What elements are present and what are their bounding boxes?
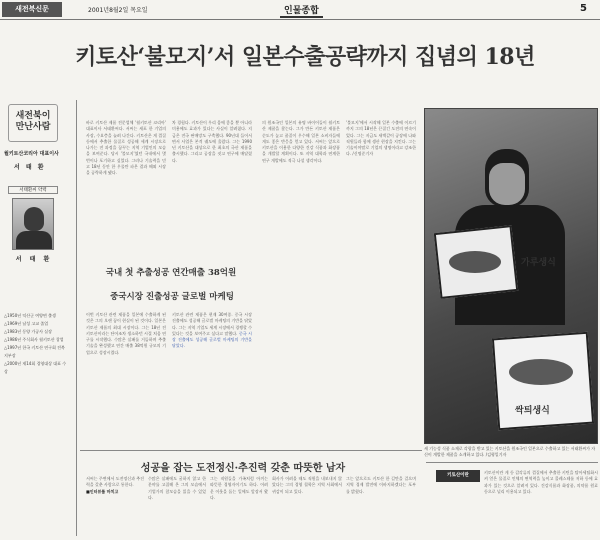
- bottom-headline: 성공을 잡는 도전정신·추진력 갖춘 따뜻한 남자: [140, 463, 346, 474]
- career-item: △1986년 주식회사 월키토산 창업: [4, 337, 64, 342]
- body-column-5: 의 원조국인 일본의 유명 바이어들이 월키토산 제품을 찾는다. 그가 만든 키토산 제품은 순도가 높고 품질이 우수해 일본 소비자들에게도 좋은 반응을 얻고 있다. 서씨는 앞으로 키토산을 이용한 다양한 건강 식품과 화장품을 개발할 계획이다. 또 지역 대학과 연계한 연구 개발에도 적극 나설 생각이다.: [262, 120, 340, 163]
- portrait-photo: [12, 198, 54, 250]
- feature-photo: [424, 108, 598, 444]
- company-title: 월키토산코리아 대표이사: [4, 151, 59, 157]
- product-label-1: 가루생식: [521, 258, 556, 268]
- photo-caption: 새 기능성 식품 소재로 각광을 받고 있는 키토산을 원조국인 일본으로 수출하고 있는 서태환씨가 자신이 개발한 제품을 소개하고 있다. /김형일기자: [424, 446, 596, 457]
- body-text: 키토산 관련 제품은 현재 30여종. 중국 시장 진출에도 성공해 글로벌 마케팅의 기반을 닦았다. 그는 지역 기업도 세계 시장에서 경쟁할 수 있다는 것을 보여주고 싶다고 말했다.: [172, 312, 252, 336]
- career-item: △1969년 남성 고교 졸업: [4, 321, 49, 326]
- profile-tag: 서태환씨 약력: [8, 186, 58, 194]
- career-item: △1997년 한국 키토산 연구회 전북 지부장: [4, 345, 65, 358]
- issue-date: 2001년8월2일 목요일: [88, 7, 148, 14]
- page-number: 5: [580, 3, 587, 14]
- bottom-column-1: [86, 476, 144, 538]
- career-item: △2000년 제14회 경영대상 대표 수상: [4, 361, 67, 374]
- series-logo: 새전북이 만난사람: [8, 104, 58, 142]
- bottom-column-5: 그는 앞으로도 키토산 한 길만을 걸으며 지역 경제 발전에 이바지하겠다는 포부를 밝혔다.: [346, 476, 416, 494]
- section-divider: [80, 450, 422, 451]
- sidebar-divider: [426, 462, 598, 463]
- section-title: 인물종합: [280, 3, 323, 18]
- sidebar-text: 키토산이란 게 등 갑각류의 껍질에서 추출한 키틴을 탈아세틸화시켜 얻은 물질로 인체의 면역력을 높이고 콜레스테롤 저하 등에 효과가 있는 것으로 알려져 있다. 건강식품과 화장품, 의약품 원료 등으로 널리 이용되고 있다.: [484, 470, 598, 494]
- body-column-2: 차 경험다. 키토산이 우리 몸에 좋을 뿐 아니라 미용에도 효과가 있다는 사실이 알려졌다. 지금은 전국 판매망도 구축했다. 90년대 들어서면서 사업은 본격 궤도에 올랐다. 그는 1990년 키토산을 대상으로 한 최초의 국산 제품을 출시했다. 그리고 공장을 짓고 연구에 매달렸다.: [172, 120, 252, 163]
- portrait-caption: 서 태 환: [15, 256, 53, 263]
- body-text: 서씨는 주변에서 도전정신과 추진력을 갖춘 사람으로 통한다.: [86, 476, 144, 488]
- subheadline-1: 국내 첫 추출성공 연간매출 38억원: [105, 268, 237, 278]
- interview-subhead: ■인터뷰를 마치고: [86, 488, 119, 494]
- career-item: △1983년 동양 가공사 실장: [4, 329, 52, 334]
- body-column-3: 이번 키토산 관련 제품을 일본에 수출하게 된 것은 그의 오랜 꿈이 현실이 된 것이다. 일본은 키토산 제품의 최대 시장이다. 그는 18년 전 키토산이라는 단어조차 생소하던 시절 처음 연구를 시작했다. 수많은 실패를 거듭하며 추출 기술을 완성했고 연간 매출 38억원 규모의 기업으로 성장시켰다.: [86, 312, 166, 355]
- bottom-column-2: 수많은 실패에도 굴하지 않고 한 분야를 고집해 온 그의 모습에서 기업가의 참모습을 읽을 수 있었다.: [148, 476, 206, 500]
- headline: 키토산‘불모지’서 일본수출공략까지 집념의 18년: [75, 44, 535, 70]
- career-item: △1950년 익산군 여양면 출생: [4, 313, 56, 318]
- body-column-4: [172, 312, 252, 422]
- body-column-6: '불모지'에서 시작해 일본 수출에 이르기까지 그의 18년은 끈질긴 도전의 연속이었다. 그는 지금도 새벽같이 공장에 나와 직원들과 함께 생산 현장을 지킨다. 그는 기술이야말로 기업의 생명이라고 강조한다. /신명준기자: [346, 120, 416, 157]
- column-divider: [76, 100, 77, 536]
- career-list: [4, 312, 68, 376]
- product-label-2: 싹틔생식: [515, 406, 550, 416]
- subheadline-2: 중국시장 진출성공 글로벌 마케팅: [110, 292, 234, 302]
- body-column-1: 바로 키토산 제품 전문업체 '월키토산 코리아' 대표이사 서태환씨다. 서씨는 새포 한 기업의 사장, 수요층을 늘려 나간다. 키토산은 게 껍질 등에서 추출한 물질로 성공해 세계 시장으로 나가는 전 과정을 꿈꾸는 지역 기업인의 모습을 보여준다. 당시 '불모지'였던 국내에서 몇 번이나 포기하고 싶었다. 그러나 기술력을 믿고 18년 동안 한 우물만 파온 결과 해외 시장을 공략하게 됐다.: [86, 120, 166, 176]
- bottom-column-4: 회사가 어려울 때도 직원을 내보내지 않았다는 그의 경영 철학은 지역 사회에서 귀감이 되고 있다.: [272, 476, 342, 494]
- bottom-column-3: 그는 직원들을 가족처럼 아끼는 따뜻한 경영자이기도 하다. 어려운 이웃을 돕는 일에도 앞장서 왔다.: [210, 476, 268, 500]
- highlighted-text: 중국 시장 진출에도 성공해 글로벌 마케팅의 기반을 닦았다.: [172, 330, 252, 349]
- person-name: 서 태 환: [14, 164, 46, 171]
- sidebar-tag: 키토산이란: [436, 470, 480, 482]
- newspaper-name: 새전북신문: [2, 2, 62, 17]
